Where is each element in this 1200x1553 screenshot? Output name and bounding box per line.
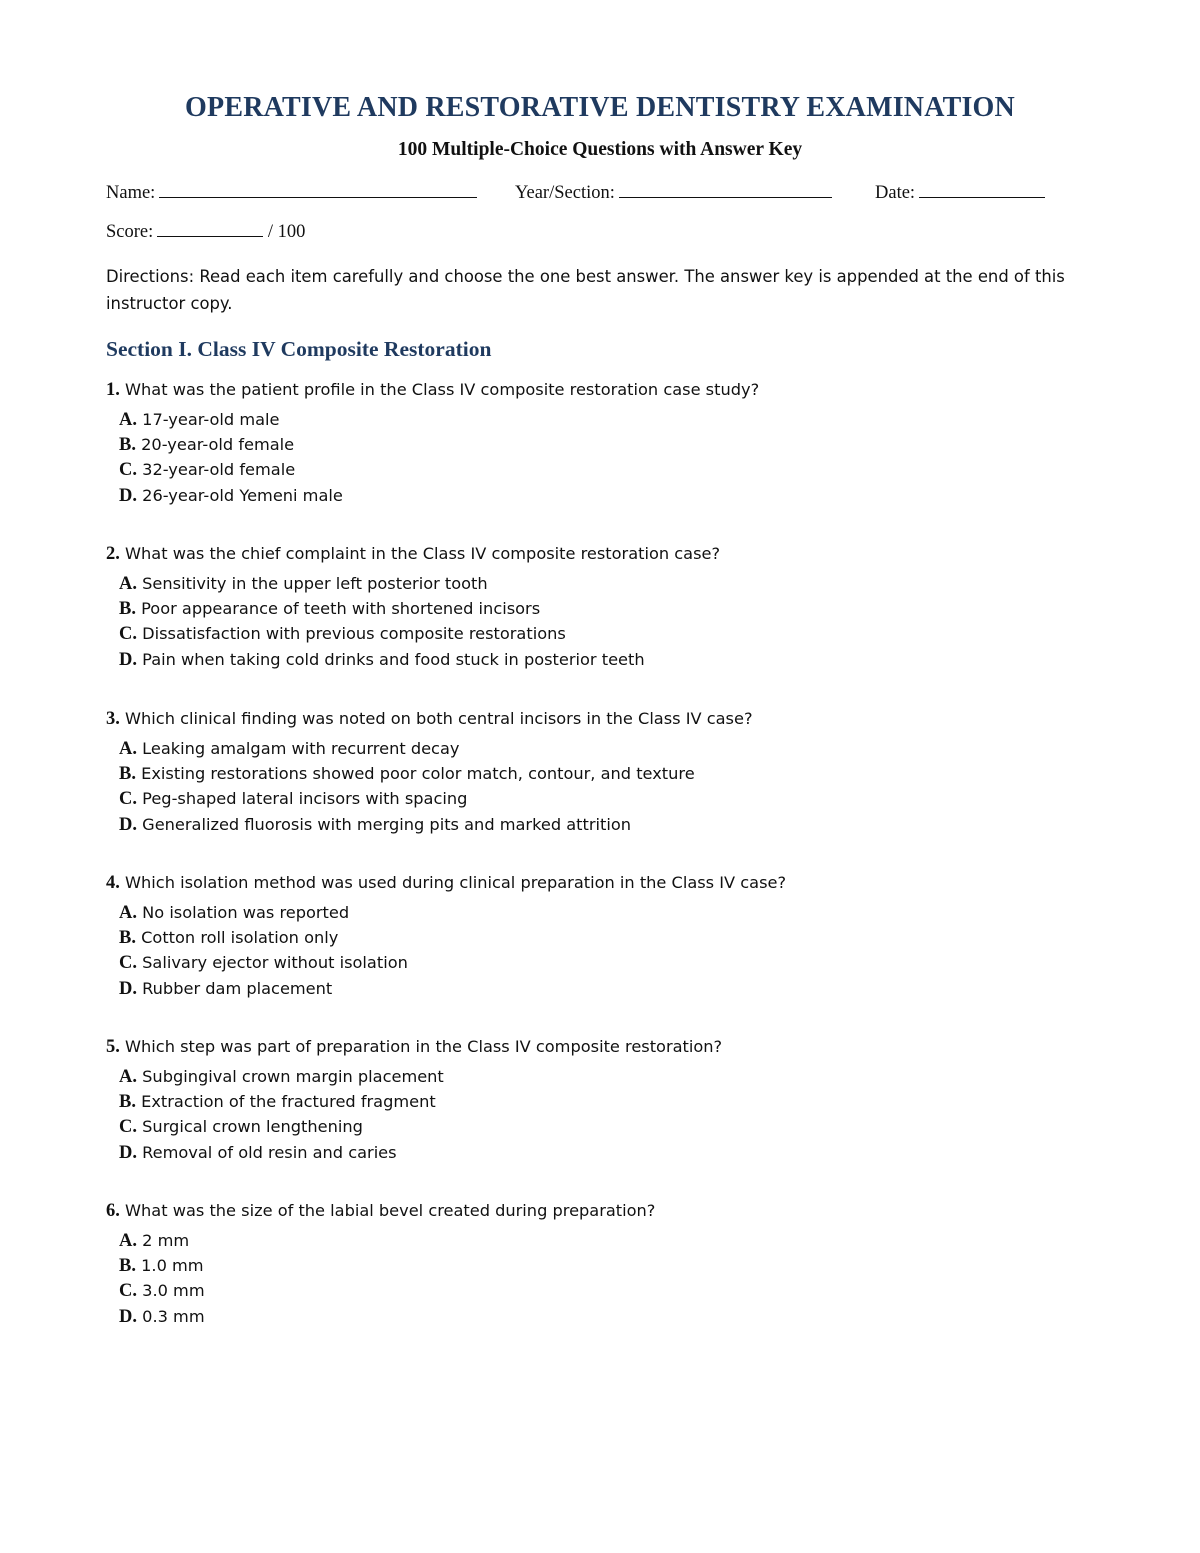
option-text: Rubber dam placement: [142, 978, 333, 998]
year-section-label: Year/Section:: [515, 183, 615, 203]
option-letter: D.: [119, 1306, 137, 1327]
option-letter: D.: [119, 649, 137, 670]
student-info-row: [106, 180, 1096, 206]
option-list: [106, 407, 1096, 508]
question-item: [106, 1033, 1096, 1165]
option-text: Existing restorations showed poor color match, contour, and texture: [141, 764, 695, 784]
option-letter: C.: [119, 953, 137, 974]
question-text: What was the size of the labial bevel created during preparation?: [125, 1201, 656, 1220]
option-text: 0.3 mm: [142, 1306, 205, 1326]
answer-option[interactable]: [119, 900, 1096, 925]
question-number: 1.: [106, 380, 120, 400]
option-text: Removal of old resin and caries: [142, 1142, 397, 1162]
question-item: [106, 705, 1096, 837]
option-list: [106, 900, 1096, 1001]
option-text: Pain when taking cold drinks and food stuck in posterior teeth: [142, 649, 645, 669]
question-text: Which isolation method was used during clinical preparation in the Class IV case?: [125, 873, 787, 892]
answer-option[interactable]: [119, 621, 1096, 646]
option-letter: C.: [119, 460, 137, 481]
option-letter: A.: [119, 1231, 137, 1251]
answer-option[interactable]: [119, 647, 1096, 672]
question-number: 6.: [106, 1201, 120, 1221]
answer-option[interactable]: [119, 1140, 1096, 1165]
answer-option[interactable]: [119, 1114, 1096, 1139]
option-list: [106, 736, 1096, 837]
score-label: Score:: [106, 222, 154, 242]
date-label: Date:: [875, 183, 916, 203]
answer-option[interactable]: [119, 1278, 1096, 1303]
option-text: Surgical crown lengthening: [142, 1117, 363, 1137]
option-letter: C.: [119, 1117, 137, 1138]
question-number: 5.: [106, 1037, 120, 1057]
option-letter: C.: [119, 1281, 137, 1302]
year-section-blank[interactable]: [619, 180, 832, 198]
option-list: [106, 1064, 1096, 1165]
question-number: 2.: [106, 544, 120, 564]
option-letter: A.: [119, 903, 137, 923]
option-text: Sensitivity in the upper left posterior tooth: [142, 574, 488, 593]
option-text: 32-year-old female: [142, 460, 296, 480]
option-text: 2 mm: [142, 1231, 190, 1250]
answer-option[interactable]: [119, 483, 1096, 508]
name-blank[interactable]: [159, 180, 477, 198]
option-letter: C.: [119, 789, 137, 810]
option-list: [106, 1228, 1096, 1329]
answer-option[interactable]: [119, 1304, 1096, 1329]
option-text: Subgingival crown margin placement: [142, 1067, 444, 1086]
option-list: [106, 571, 1096, 672]
question-text: Which clinical finding was noted on both central incisors in the Class IV case?: [125, 709, 753, 728]
answer-option[interactable]: [119, 925, 1096, 950]
option-letter: B.: [119, 764, 136, 785]
question-text: What was the chief complaint in the Class IV composite restoration case?: [125, 544, 721, 563]
answer-option[interactable]: [119, 571, 1096, 596]
year-section-field[interactable]: [515, 180, 832, 204]
option-letter: D.: [119, 814, 137, 835]
answer-option[interactable]: [119, 976, 1096, 1001]
option-letter: C.: [119, 624, 137, 645]
option-letter: A.: [119, 1067, 137, 1087]
question-item: [106, 1197, 1096, 1329]
option-text: 1.0 mm: [141, 1256, 204, 1276]
score-total: / 100: [267, 222, 306, 242]
question-stem: [106, 1033, 1096, 1060]
option-text: Generalized fluorosis with merging pits and marked attrition: [142, 814, 632, 834]
exam-title: OPERATIVE AND RESTORATIVE DENTISTRY EXAMINATION: [185, 92, 1015, 123]
question-stem: [106, 1197, 1096, 1224]
question-stem: [106, 705, 1096, 732]
option-text: Poor appearance of teeth with shortened incisors: [141, 599, 541, 619]
question-text: What was the patient profile in the Class IV composite restoration case study?: [125, 380, 760, 399]
exam-subtitle: 100 Multiple-Choice Questions with Answer Key: [397, 139, 803, 160]
answer-option[interactable]: [119, 736, 1096, 761]
option-letter: A.: [119, 410, 137, 430]
date-blank[interactable]: [919, 180, 1045, 198]
question-item: [106, 376, 1096, 508]
name-field[interactable]: [106, 180, 477, 204]
option-text: Extraction of the fractured fragment: [141, 1092, 436, 1112]
question-text: Which step was part of preparation in the Class IV composite restoration?: [125, 1037, 723, 1056]
answer-option[interactable]: [119, 786, 1096, 811]
option-letter: B.: [119, 1092, 136, 1113]
answer-option[interactable]: [119, 1228, 1096, 1253]
score-field[interactable]: [106, 219, 305, 243]
option-text: Peg-shaped lateral incisors with spacing: [142, 789, 468, 809]
option-text: No isolation was reported: [142, 903, 350, 922]
option-text: 17-year-old male: [142, 410, 280, 429]
answer-option[interactable]: [119, 432, 1096, 457]
question-stem: [106, 869, 1096, 896]
answer-option[interactable]: [119, 1253, 1096, 1278]
option-letter: A.: [119, 574, 137, 594]
option-letter: D.: [119, 485, 137, 506]
name-label: Name:: [106, 183, 156, 203]
option-letter: D.: [119, 1142, 137, 1163]
answer-option[interactable]: [119, 596, 1096, 621]
question-item: [106, 869, 1096, 1001]
answer-option[interactable]: [119, 407, 1096, 432]
option-text: Cotton roll isolation only: [141, 928, 339, 948]
question-stem: [106, 540, 1096, 567]
answer-option[interactable]: [119, 761, 1096, 786]
answer-option[interactable]: [119, 812, 1096, 837]
answer-option[interactable]: [119, 1064, 1096, 1089]
section-heading: Section I. Class IV Composite Restoration: [106, 337, 492, 361]
option-text: 26-year-old Yemeni male: [142, 485, 343, 505]
option-text: 20-year-old female: [141, 435, 295, 455]
answer-option[interactable]: [119, 457, 1096, 482]
date-field[interactable]: [875, 180, 1045, 204]
option-letter: D.: [119, 978, 137, 999]
option-letter: B.: [119, 928, 136, 949]
question-number: 3.: [106, 709, 120, 729]
option-text: Salivary ejector without isolation: [142, 953, 408, 973]
option-letter: B.: [119, 599, 136, 620]
directions-text: Directions: Read each item carefully and choose the one best answer. The answer key is appended at the end of this instructor copy.: [106, 267, 1065, 313]
score-blank[interactable]: [157, 219, 263, 237]
answer-option[interactable]: [119, 950, 1096, 975]
option-text: Leaking amalgam with recurrent decay: [142, 739, 460, 758]
option-letter: B.: [119, 1256, 136, 1277]
question-number: 4.: [106, 873, 120, 893]
option-text: Dissatisfaction with previous composite restorations: [142, 624, 566, 644]
option-letter: B.: [119, 435, 136, 456]
option-text: 3.0 mm: [142, 1281, 205, 1301]
question-stem: [106, 376, 1096, 403]
question-item: [106, 540, 1096, 672]
option-letter: A.: [119, 739, 137, 759]
answer-option[interactable]: [119, 1089, 1096, 1114]
